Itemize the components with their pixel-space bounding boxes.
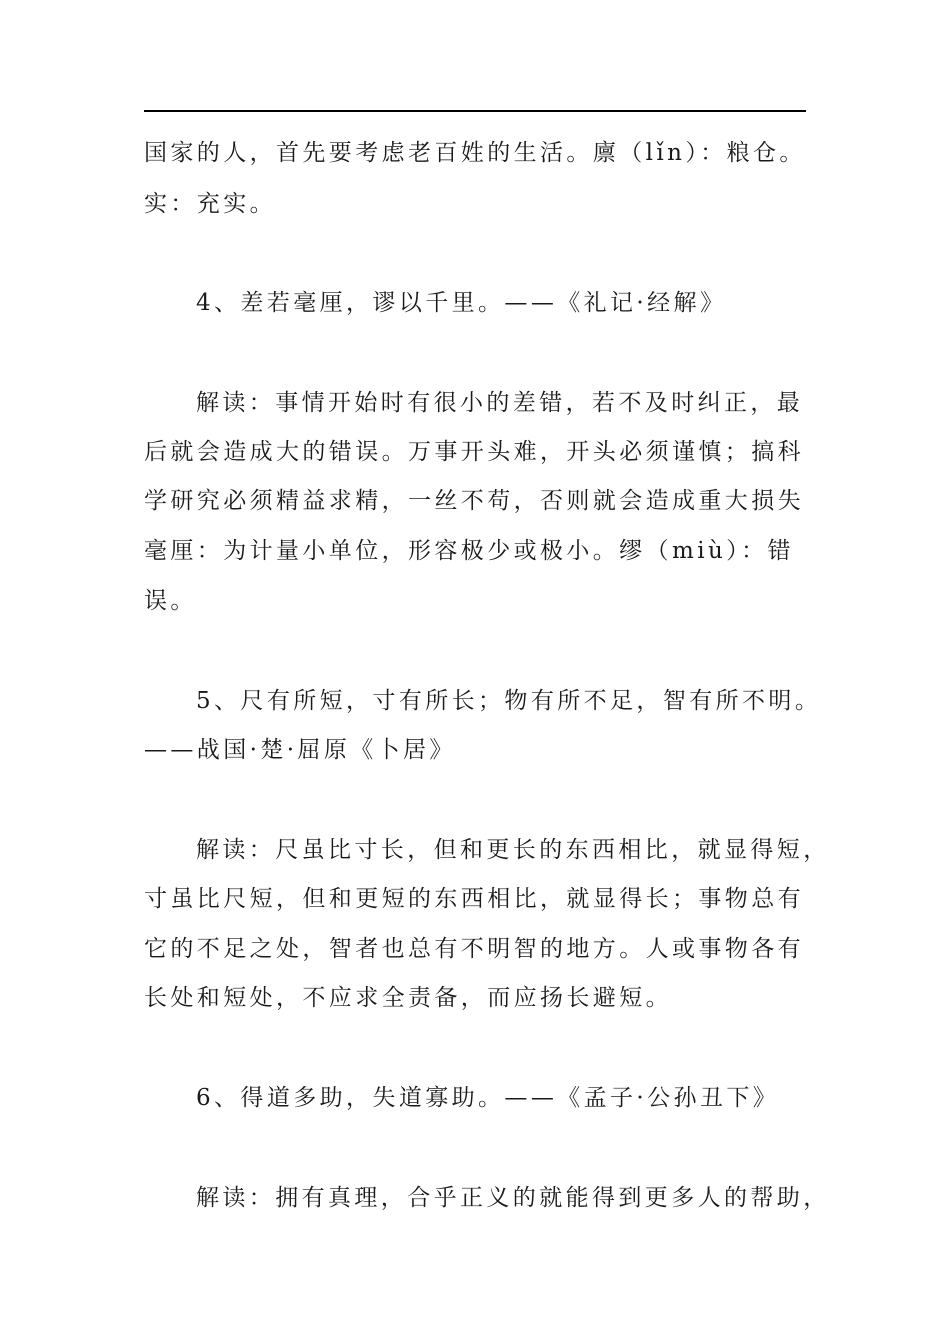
header-rule: [144, 110, 806, 112]
text-line: 解读：尺虽比寸长，但和更长的东西相比，就显得短，: [196, 837, 830, 863]
quote-heading: 6、得道多助，失道寡助。——《孟子·公孙丑下》: [196, 1085, 780, 1111]
text-line: 毫厘：为计量小单位，形容极少或极小。缪（miù）：错: [144, 538, 794, 564]
text-line: 学研究必须精益求精，一丝不苟，否则就会造成重大损失: [144, 488, 804, 514]
text-line: 误。: [144, 588, 197, 614]
text-line: 解读：事情开始时有很小的差错，若不及时纠正，最: [196, 390, 804, 416]
text-line: 寸虽比尺短，但和更短的东西相比，就显得长；事物总有: [144, 886, 804, 912]
quote-heading: 4、差若毫厘，谬以千里。——《礼记·经解》: [196, 290, 727, 316]
text-line: 实：充实。: [144, 191, 276, 217]
text-line: 长处和短处，不应求全责备，而应扬长避短。: [144, 985, 672, 1011]
text-line: 解读：拥有真理，合乎正义的就能得到更多人的帮助，: [196, 1185, 830, 1211]
quote-heading: 5、尺有所短，寸有所长；物有所不足，智有所不明。: [196, 688, 822, 714]
text-line: 国家的人，首先要考虑老百姓的生活。廪（lǐn）：粮仓。: [144, 140, 806, 166]
text-line: 它的不足之处，智者也总有不明智的地方。人或事物各有: [144, 936, 804, 962]
text-line: 后就会造成大的错误。万事开头难，开头必须谨慎；搞科: [144, 439, 804, 465]
quote-source: ——战国·楚·屈原《卜居》: [144, 737, 456, 763]
